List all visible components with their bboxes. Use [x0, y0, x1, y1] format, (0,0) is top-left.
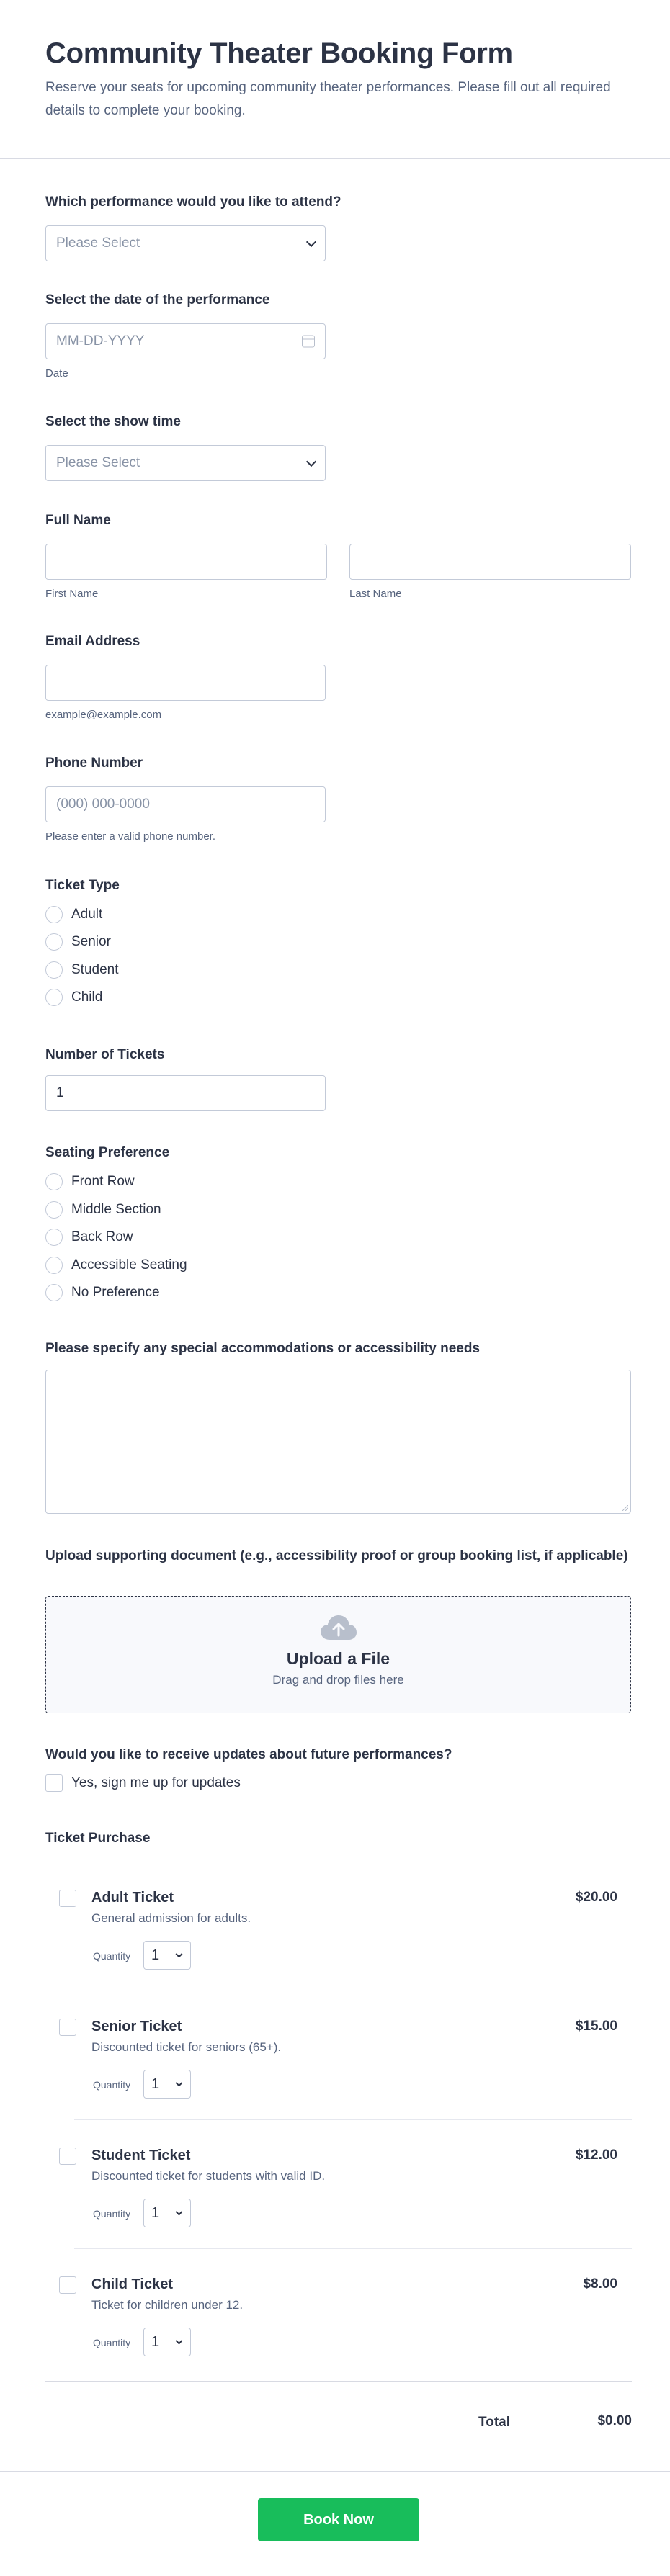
updates-field — [45, 1746, 632, 1803]
showtime-label: Select the show time — [45, 414, 181, 429]
ticket-type-option[interactable] — [45, 989, 102, 1006]
date-field — [45, 291, 632, 385]
product-divider — [74, 2119, 632, 2120]
page-title: Community Theater Booking Form — [45, 37, 513, 69]
quantity-select[interactable] — [143, 2328, 191, 2356]
seating-option[interactable] — [45, 1257, 187, 1274]
full-name-label: Full Name — [45, 513, 111, 528]
email-sublabel: example@example.com — [45, 709, 162, 721]
total-value: $0.00 — [597, 2413, 632, 2428]
date-placeholder: MM-DD-YYYY — [56, 333, 145, 349]
num-tickets-input[interactable] — [45, 1075, 326, 1111]
ticket-type-option-label: Adult — [71, 907, 103, 922]
radio-button[interactable] — [45, 961, 63, 979]
accommodations-textarea[interactable] — [45, 1370, 631, 1514]
product-item — [45, 2019, 632, 2112]
upload-subtitle: Drag and drop files here — [272, 1673, 404, 1687]
product-checkbox[interactable] — [59, 2148, 76, 2165]
ticket-purchase-label: Ticket Purchase — [45, 1831, 151, 1846]
updates-option-label: Yes, sign me up for updates — [71, 1775, 241, 1790]
product-item — [45, 1890, 632, 1983]
quantity-select[interactable] — [143, 2199, 191, 2227]
quantity-value: 1 — [151, 2204, 160, 2221]
calendar-icon[interactable] — [302, 336, 315, 348]
form-header — [0, 0, 670, 159]
total-divider — [45, 2381, 632, 2382]
num-tickets-label: Number of Tickets — [45, 1047, 165, 1062]
ticket-type-option-label: Student — [71, 962, 119, 977]
showtime-select[interactable] — [45, 445, 326, 481]
seating-option[interactable] — [45, 1201, 161, 1219]
product-price: $15.00 — [575, 2019, 617, 2034]
ticket-type-option-label: Senior — [71, 934, 111, 949]
performance-placeholder: Please Select — [56, 235, 140, 251]
quantity-label: Quantity — [93, 2079, 131, 2091]
seating-option-label: Accessible Seating — [71, 1257, 187, 1273]
seating-option-label: Back Row — [71, 1229, 133, 1244]
seating-option[interactable] — [45, 1173, 135, 1190]
radio-button[interactable] — [45, 1173, 63, 1190]
phone-field — [45, 754, 632, 848]
phone-placeholder: (000) 000-0000 — [56, 796, 150, 812]
product-description: Discounted ticket for students with valid ID. — [91, 2169, 326, 2183]
radio-button[interactable] — [45, 933, 63, 951]
upload-dropzone[interactable] — [45, 1596, 631, 1713]
num-tickets-value: 1 — [56, 1085, 64, 1100]
product-description: Ticket for children under 12. — [91, 2298, 244, 2312]
phone-input[interactable] — [45, 786, 326, 822]
product-item — [45, 2276, 632, 2370]
ticket-type-option[interactable] — [45, 961, 119, 979]
seating-field — [45, 1144, 632, 1309]
email-field — [45, 632, 632, 726]
email-input[interactable] — [45, 665, 326, 701]
quantity-label: Quantity — [93, 2208, 131, 2220]
performance-select[interactable] — [45, 225, 326, 261]
cloud-upload-icon — [320, 1614, 357, 1641]
product-checkbox[interactable] — [59, 2276, 76, 2294]
updates-option[interactable] — [45, 1774, 241, 1792]
chevron-down-icon — [306, 237, 316, 247]
performance-label: Which performance would you like to attend? — [45, 194, 341, 210]
product-description: General admission for adults. — [91, 1911, 251, 1925]
quantity-value: 1 — [151, 2333, 160, 2350]
product-divider — [74, 2248, 632, 2249]
first-name-sublabel: First Name — [45, 588, 99, 600]
product-price: $8.00 — [583, 2276, 617, 2292]
product-description: Discounted ticket for seniors (65+). — [91, 2040, 282, 2054]
product-name: Adult Ticket — [91, 1890, 174, 1906]
first-name-input[interactable] — [45, 544, 327, 580]
radio-button[interactable] — [45, 989, 63, 1006]
seating-option-label: Middle Section — [71, 1202, 161, 1217]
chevron-down-icon — [176, 2080, 183, 2087]
last-name-sublabel: Last Name — [349, 588, 402, 600]
quantity-value: 1 — [151, 1947, 160, 1963]
ticket-type-field — [45, 876, 632, 1020]
book-now-button[interactable]: Book Now — [258, 2498, 419, 2541]
date-label: Select the date of the performance — [45, 292, 270, 308]
accommodations-label: Please specify any special accommodations or accessibility needs — [45, 1341, 481, 1356]
upload-field — [45, 1547, 632, 1716]
email-label: Email Address — [45, 634, 140, 649]
last-name-input[interactable] — [349, 544, 631, 580]
quantity-label: Quantity — [93, 2337, 131, 2348]
product-checkbox[interactable] — [59, 1890, 76, 1907]
radio-button[interactable] — [45, 1284, 63, 1301]
seating-option[interactable] — [45, 1284, 160, 1301]
upload-title: Upload a File — [286, 1649, 390, 1668]
accommodations-field — [45, 1339, 632, 1516]
product-item — [45, 2148, 632, 2241]
product-price: $20.00 — [575, 1890, 617, 1905]
ticket-type-option[interactable] — [45, 906, 102, 923]
showtime-placeholder: Please Select — [56, 455, 140, 470]
date-sublabel: Date — [45, 367, 68, 380]
seating-option-label: Front Row — [71, 1174, 135, 1189]
updates-checkbox[interactable] — [45, 1774, 63, 1792]
product-price: $12.00 — [575, 2148, 617, 2163]
resize-handle-icon[interactable] — [622, 1505, 628, 1511]
chevron-down-icon — [176, 2338, 183, 2345]
upload-label: Upload supporting document (e.g., accessibility proof or group booking list, if applicable) — [45, 1548, 628, 1563]
full-name-field — [45, 511, 632, 605]
form-footer — [0, 2471, 670, 2576]
ticket-purchase-field — [45, 1829, 632, 2463]
phone-label: Phone Number — [45, 755, 143, 771]
radio-button[interactable] — [45, 906, 63, 923]
seating-option-label: No Preference — [71, 1285, 160, 1300]
seating-option[interactable] — [45, 1229, 133, 1246]
ticket-type-option[interactable] — [45, 933, 111, 951]
showtime-field — [45, 413, 632, 485]
ticket-type-option-label: Child — [71, 989, 103, 1005]
quantity-select[interactable] — [143, 2070, 191, 2099]
radio-button[interactable] — [45, 1201, 63, 1219]
date-input[interactable] — [45, 323, 326, 359]
product-name: Senior Ticket — [91, 2019, 182, 2034]
page-description: Reserve your seats for upcoming community theater performances. Please fill out all required details to complete your booking. — [45, 80, 611, 118]
product-name: Student Ticket — [91, 2148, 191, 2163]
radio-button[interactable] — [45, 1257, 63, 1274]
total-label: Total — [478, 2415, 510, 2430]
product-checkbox[interactable] — [59, 2019, 76, 2036]
chevron-down-icon — [176, 2209, 183, 2216]
quantity-value: 1 — [151, 2075, 160, 2092]
performance-field — [45, 193, 632, 265]
radio-button[interactable] — [45, 1229, 63, 1246]
chevron-down-icon — [306, 457, 316, 467]
quantity-label: Quantity — [93, 1950, 131, 1962]
quantity-select[interactable] — [143, 1941, 191, 1970]
seating-label: Seating Preference — [45, 1145, 170, 1160]
product-name: Child Ticket — [91, 2276, 173, 2292]
phone-sublabel: Please enter a valid phone number. — [45, 830, 215, 843]
updates-label: Would you like to receive updates about future performances? — [45, 1747, 452, 1762]
ticket-type-label: Ticket Type — [45, 878, 120, 893]
num-tickets-field — [45, 1046, 632, 1118]
chevron-down-icon — [176, 1951, 183, 1958]
